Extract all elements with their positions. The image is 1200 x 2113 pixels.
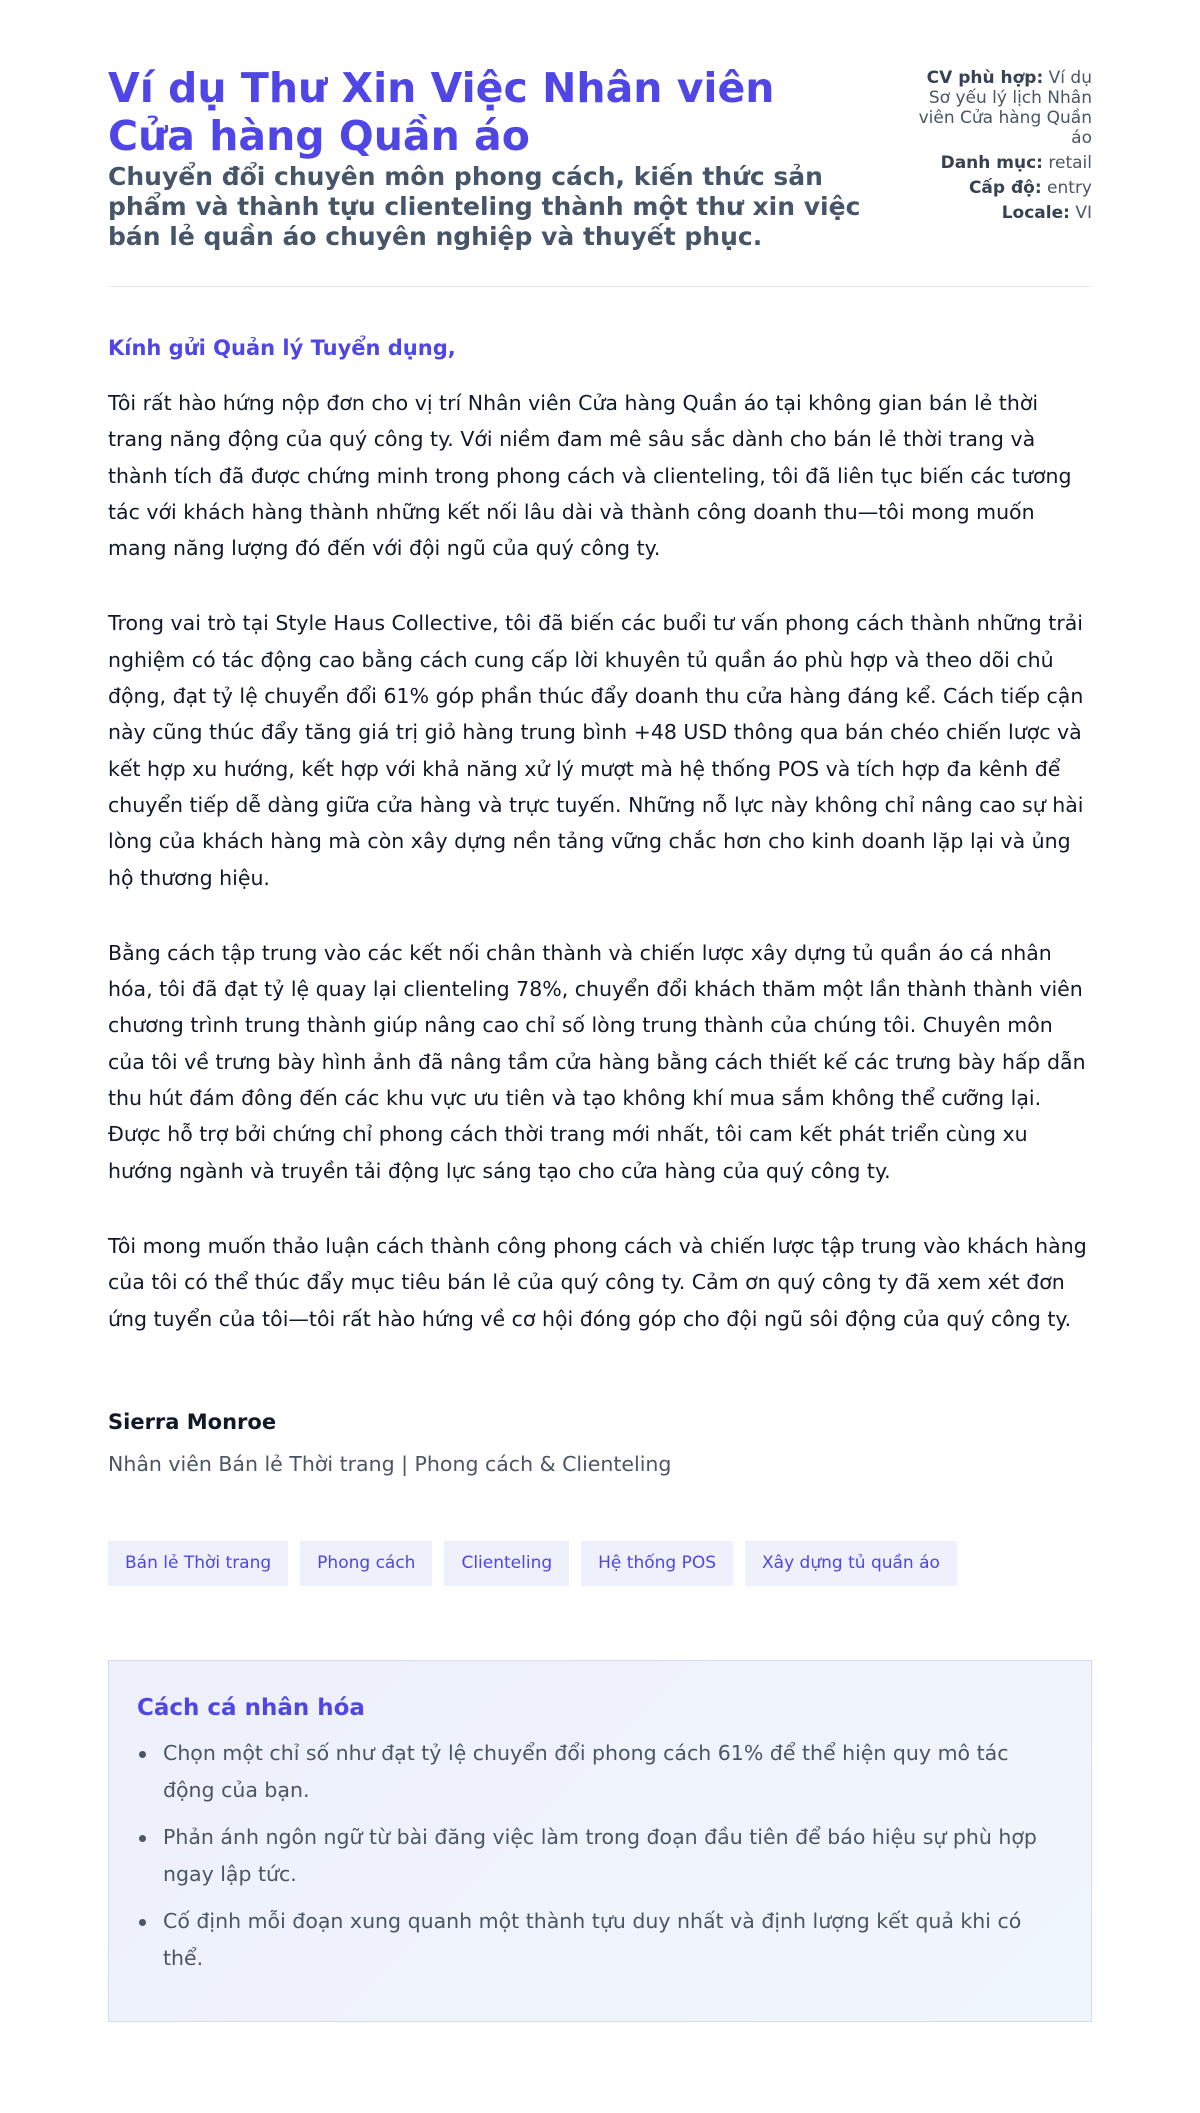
header-titles <box>108 64 868 252</box>
page-title: Ví dụ Thư Xin Việc Nhân viên Cửa hàng Quần áo <box>108 64 775 160</box>
meta-panel <box>912 64 1092 228</box>
personalization-tips <box>108 1660 1092 2022</box>
meta-locale <box>912 203 1092 223</box>
signature-name: Sierra Monroe <box>108 1409 277 1434</box>
letter-paragraph: Tôi mong muốn thảo luận cách thành công phong cách và chiến lược tập trung vào khách hàng của tôi có thể thúc đẩy mục tiêu bán lẻ của quý công ty. Cảm ơn quý công ty đã xem xét đơn ứng tuyển của tôi—tôi rất hào hứng về cơ hội đóng góp cho đội ngũ sôi động của quý công ty. <box>108 1233 1087 1331</box>
tips-title: Cách cá nhân hóa <box>137 1694 365 1721</box>
letter-salutation: Kính gửi Quản lý Tuyển dụng, <box>108 336 456 360</box>
letter-paragraph: Trong vai trò tại Style Haus Collective, tôi đã biến các buổi tư vấn phong cách thành những trải nghiệm có tác động cao bằng cách cung cấp lời khuyên tủ quần áo phù hợp và theo dõi chủ động, đạt tỷ lệ chuyển đổi 61% góp phần thúc đẩy doanh thu cửa hàng đáng kể. Cách tiếp cận này cũng thúc đẩy tăng giá trị giỏ hàng trung bình +48 USD thông qua bán chéo chiến lược và kết hợp xu hướng, kết hợp với khả năng xử lý mượt mà hệ thống POS và tích hợp đa kênh để chuyển tiếp dễ dàng giữa cửa hàng và trực tuyến. Những nỗ lực này không chỉ nâng cao sự hài lòng của khách hàng mà còn xây dựng nền tảng vững chắc hơn cho kinh doanh lặp lại và ủng hộ thương hiệu. <box>108 611 1084 890</box>
signature-block <box>108 1407 1092 1479</box>
page-header <box>108 64 1092 287</box>
signature-role: Nhân viên Bán lẻ Thời trang | Phong cách & Clienteling <box>108 1451 672 1476</box>
skill-tag: Hệ thống POS <box>581 1541 733 1586</box>
tip-item: Chọn một chỉ số như đạt tỷ lệ chuyển đổi phong cách 61% để thể hiện quy mô tác động của bạn. <box>137 1735 1063 1809</box>
meta-level-value: entry <box>1047 178 1092 198</box>
meta-category <box>912 153 1092 173</box>
meta-cv-value: Ví dụ Sơ yếu lý lịch Nhân viên Cửa hàng Quần áo <box>918 68 1092 148</box>
meta-category-label: Danh mục: <box>940 153 1043 173</box>
letter-body <box>108 287 1092 2022</box>
meta-cv-label: CV phù hợp: <box>926 68 1044 88</box>
skill-tag: Phong cách <box>300 1541 432 1586</box>
tip-item: Cố định mỗi đoạn xung quanh một thành tựu duy nhất và định lượng kết quả khi có thể. <box>137 1903 1063 1977</box>
skill-tag: Xây dựng tủ quần áo <box>745 1541 957 1586</box>
meta-category-value: retail <box>1048 153 1092 173</box>
tip-item: Phản ánh ngôn ngữ từ bài đăng việc làm trong đoạn đầu tiên để báo hiệu sự phù hợp ngay lập tức. <box>137 1819 1063 1893</box>
letter-paragraph: Bằng cách tập trung vào các kết nối chân thành và chiến lược xây dựng tủ quần áo cá nhân hóa, tôi đã đạt tỷ lệ quay lại clienteling 78%, chuyển đổi khách thăm một lần thành thành viên chương trình trung thành giúp nâng cao chỉ số lòng trung thành của chúng tôi. Chuyên môn của tôi về trưng bày hình ảnh đã nâng tầm cửa hàng bằng cách thiết kế các trưng bày hấp dẫn thu hút đám đông đến các khu vực ưu tiên và tạo không khí mua sắm không thể cưỡng lại. Được hỗ trợ bởi chứng chỉ phong cách thời trang mới nhất, tôi cam kết phát triển cùng xu hướng ngành và truyền tải động lực sáng tạo cho cửa hàng của quý công ty. <box>108 940 1086 1183</box>
meta-level <box>912 178 1092 198</box>
meta-cv <box>912 68 1092 148</box>
meta-level-label: Cấp độ: <box>968 178 1042 198</box>
skill-tags <box>108 1541 1092 1586</box>
skill-tag: Bán lẻ Thời trang <box>108 1541 288 1586</box>
skill-tag: Clienteling <box>444 1541 569 1586</box>
tips-list <box>137 1735 1063 1977</box>
letter-paragraph: Tôi rất hào hứng nộp đơn cho vị trí Nhân viên Cửa hàng Quần áo tại không gian bán lẻ thời trang năng động của quý công ty. Với niềm đam mê sâu sắc dành cho bán lẻ thời trang và thành tích đã được chứng minh trong phong cách và clienteling, tôi đã liên tục biến các tương tác với khách hàng thành những kết nối lâu dài và thành công doanh thu—tôi mong muốn mang năng lượng đó đến với đội ngũ của quý công ty. <box>108 391 1072 561</box>
meta-locale-label: Locale: <box>1001 203 1070 223</box>
meta-locale-value: VI <box>1075 203 1092 223</box>
page-subtitle: Chuyển đổi chuyên môn phong cách, kiến thức sản phẩm và thành tựu clienteling thành một thư xin việc bán lẻ quần áo chuyên nghiệp và thuyết phục. <box>108 162 861 251</box>
